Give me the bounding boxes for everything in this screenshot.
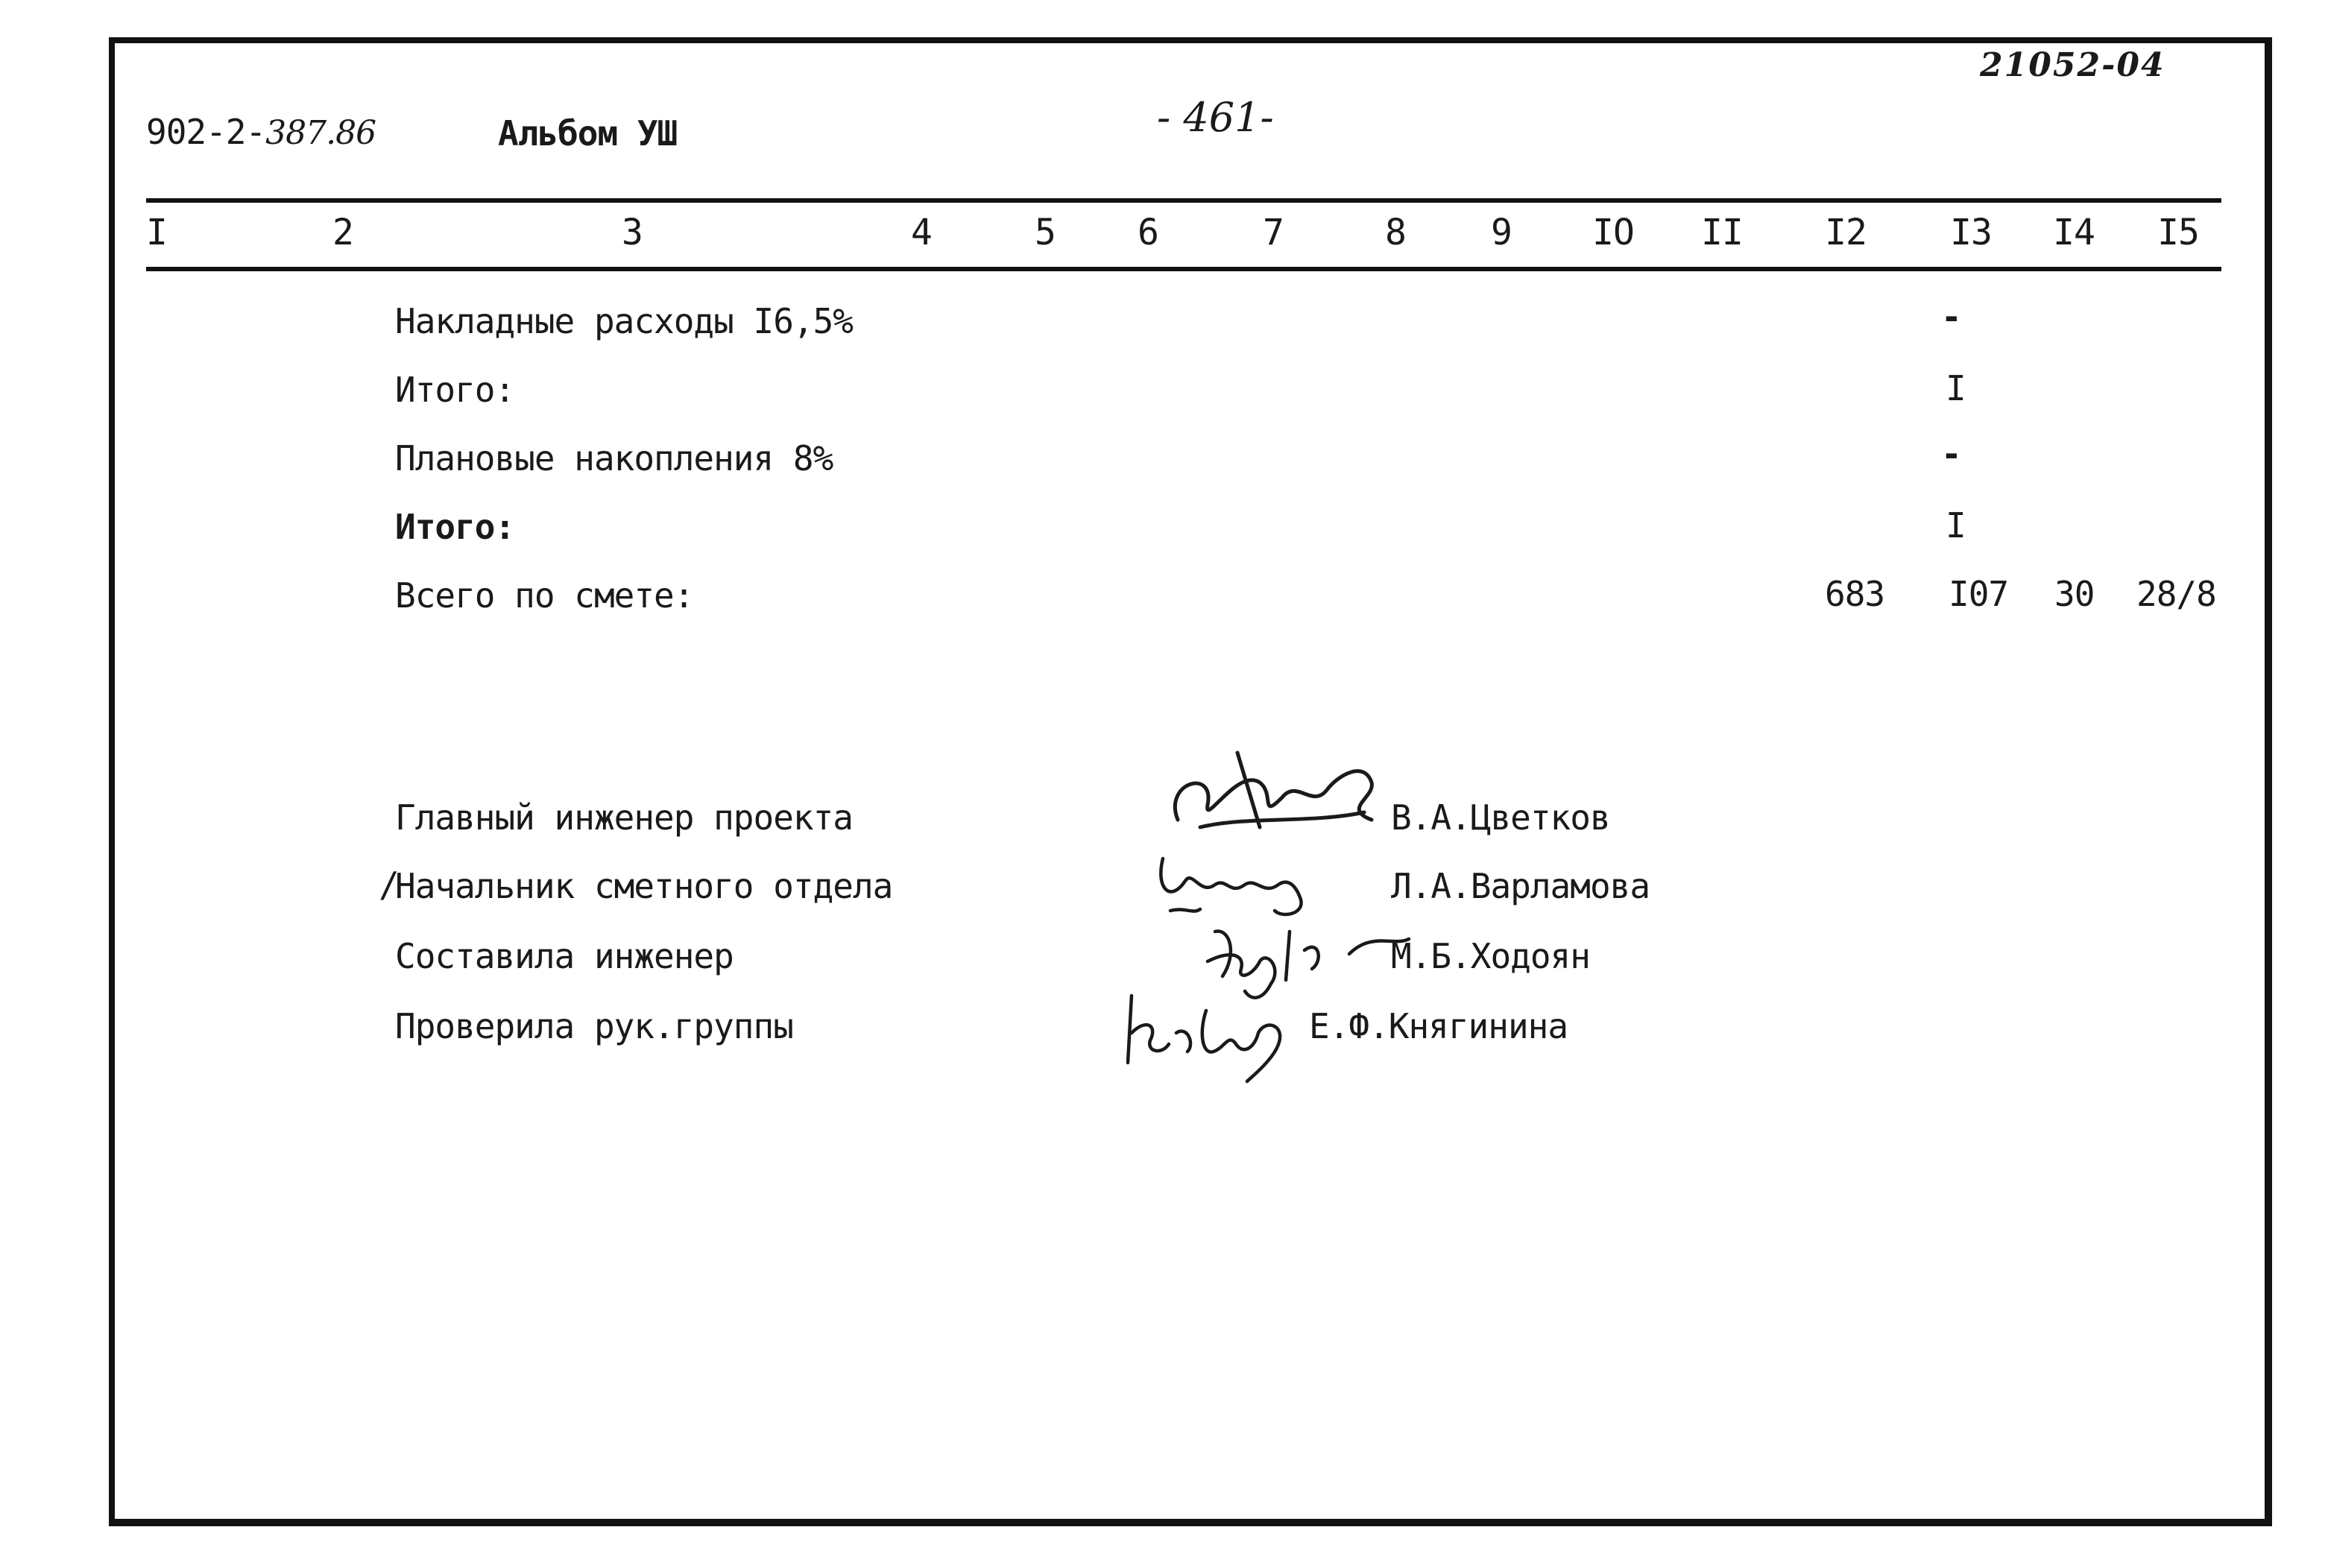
document-code-handwritten: 387.86 [265, 114, 376, 152]
cell-planned-savings-col13: - [1941, 434, 1961, 474]
column-number: 2 [332, 212, 353, 253]
cell-grand-total-col12: 683 [1825, 574, 1885, 614]
signature-scribble-checker [1117, 981, 1310, 1085]
cell-grand-total-col15: 28/8 [2136, 574, 2216, 614]
column-number: I4 [2053, 212, 2095, 253]
document-code [146, 112, 376, 152]
cell-subtotal-1-col13: I [1946, 368, 1966, 408]
header-rule-bottom [146, 267, 2221, 271]
album-label: Альбом УШ [498, 113, 678, 154]
row-label-overhead: Накладные расходы I6,5% [395, 301, 853, 341]
column-number: 5 [1035, 212, 1056, 253]
cell-overhead-col13: - [1941, 297, 1961, 337]
signature-role-chief-engineer: Главный инженер проекта [395, 797, 853, 838]
row-label-subtotal-2: Итого: [395, 507, 515, 547]
signature-name-checker: Е.Ф.Княгинина [1309, 1006, 1568, 1046]
column-number: 3 [622, 212, 643, 253]
signature-name-compiler: М.Б.Ходоян [1391, 936, 1590, 976]
column-number: 8 [1385, 212, 1406, 253]
document-code-prefix: 902-2- [146, 112, 266, 152]
column-number: I5 [2157, 212, 2199, 253]
signature-role-estimate-head: Начальник сметного отдела [395, 866, 893, 906]
signature-role-compiler: Составила инженер [395, 936, 734, 976]
column-number: I2 [1825, 212, 1867, 253]
row-label-subtotal-1: Итого: [395, 370, 515, 410]
row-label-grand-total: Всего по смете: [395, 575, 694, 616]
signature-scribble-chief-engineer [1148, 738, 1387, 850]
cell-grand-total-col14: 30 [2054, 574, 2095, 614]
archive-number: 21052-04 [1980, 46, 2165, 84]
cell-grand-total-col13: I07 [1949, 574, 2009, 614]
column-number: 9 [1491, 212, 1512, 253]
column-number: IO [1592, 212, 1634, 253]
column-number: 6 [1138, 212, 1158, 253]
column-number: I3 [1950, 212, 1992, 253]
header-rule-top [146, 198, 2221, 203]
column-number: 7 [1263, 212, 1284, 253]
signature-margin-tick: / [379, 864, 399, 905]
column-number: II [1701, 212, 1743, 253]
column-number: I [146, 212, 167, 253]
signature-name-chief-engineer: В.А.Цветков [1391, 797, 1610, 838]
row-label-planned-savings: Плановые накопления 8% [395, 438, 833, 478]
signature-role-checker: Проверила рук.группы [395, 1006, 793, 1046]
page-number: - 461- [1157, 94, 1274, 141]
signature-name-estimate-head: Л.А.Варламова [1391, 866, 1650, 906]
column-number: 4 [911, 212, 932, 253]
cell-subtotal-2-col13: I [1946, 505, 1966, 546]
